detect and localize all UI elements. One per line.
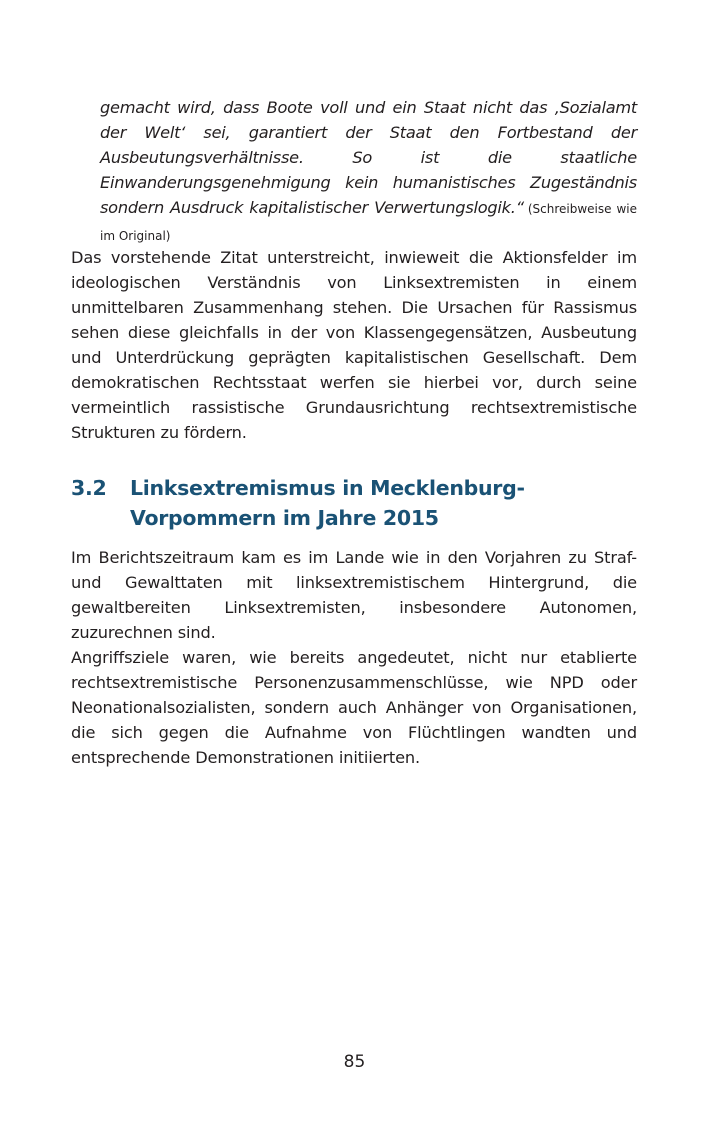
paragraph-text: Das vorstehende Zitat unterstreicht, inwieweit die Aktionsfelder im ideologischen Verständnis von Linksextremisten in einem unmittelbaren Zusammenhang stehen. Die Ursachen für Rassismus sehen diese gleichfalls in der von Klassengegensätzen, Ausbeutung und Unterdrückung geprägten kapitalistischen Gesellschaft. Dem demokratischen Rechtsstaat werfen sie hierbei vor, durch seine vermeintlich rassistische Grundausrichtung rechtsextremistische Strukturen zu fördern. [71, 248, 637, 442]
page-number: 85 [343, 1052, 366, 1072]
block-quote [100, 95, 637, 249]
section-title: Linksextremismus in Mecklenburg-Vorpommern im Jahre 2015 [130, 476, 525, 530]
paragraph-text-b: Angriffsziele waren, wie bereits angedeutet, nicht nur etablierte rechtsextremistische Personenzusammenschlüsse, wie NPD oder Neonationalsozialisten, sondern auch Anhänger von Organisationen, die sich gegen die Aufnahme von Flüchtlingen wandten und entsprechende Demonstrationen initiierten. [71, 648, 637, 767]
body-paragraph-1 [71, 245, 637, 445]
quote-text: gemacht wird, dass Boote voll und ein Staat nicht das ‚Sozialamt der Welt‘ sei, garantiert der Staat den Fortbestand der Ausbeutungsverhältnisse. So ist die staatliche Einwanderungsgenehmigung kein humanistisches Zugeständnis sondern Ausdruck kapitalistischer Verwertungslogik.“ [100, 98, 637, 217]
section-number: 3.2 [71, 476, 107, 500]
body-paragraph-2 [71, 545, 637, 770]
paragraph-text-a: Im Berichtszeitraum kam es im Lande wie in den Vorjahren zu Straf- und Gewalttaten mit linksextremistischem Hintergrund, die gewaltbereiten Linksextremisten, insbesondere Autonomen, zuzurechnen sind. [71, 548, 637, 642]
quote-spelling-note: (Schreibweise wie im Original) [100, 202, 637, 243]
